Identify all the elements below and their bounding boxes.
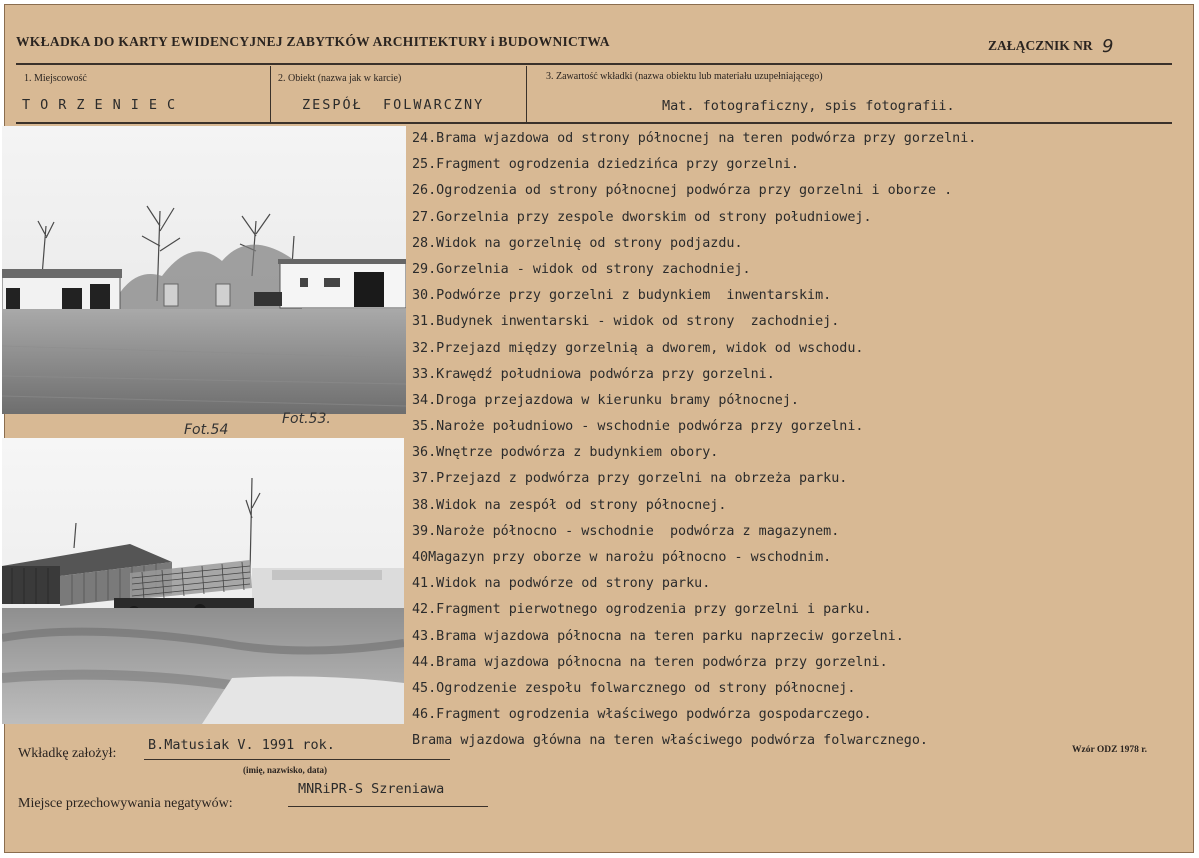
photo-list-item: 40Magazyn przy oborze w narożu północno - wschodnim. xyxy=(412,550,832,565)
photo-list-item: 35.Naroże południowo - wschodnie podwórza przy gorzelni. xyxy=(412,419,864,435)
photo-list-item: 38.Widok na zespół od strony północnej. xyxy=(412,497,727,513)
photo-list-item: 28.Widok na gorzelnię od strony podjazdu. xyxy=(412,235,743,251)
photo-list-item: 43.Brama wjazdowa północna na teren parku naprzeciw gorzelni. xyxy=(412,628,904,644)
photo-list-item: 29.Gorzelnia - widok od strony zachodniej. xyxy=(412,261,751,277)
negatives-value: MNRiPR-S Szreniawa xyxy=(298,781,445,797)
photo-farm-buildings xyxy=(2,126,406,414)
photo-list-item: 27.Gorzelnia przy zespole dworskim od strony południowej. xyxy=(412,209,872,225)
photo-barn-yard xyxy=(2,438,404,724)
photo-list-item: 44.Brama wjazdowa północna na teren podwórza przy gorzelni. xyxy=(412,654,888,670)
photo-list xyxy=(412,126,1182,755)
photo-list-item: 39.Naroże północno - wschodnie podwórza z magazynem. xyxy=(412,523,840,539)
photo-list-item: Brama wjazdowa główna na teren właściwego podwórza folwarcznego. xyxy=(412,733,928,749)
negatives-label: Miejsce przechowywania negatywów: xyxy=(18,796,233,811)
photo-list-item: 30.Podwórze przy gorzelni z budynkiem inwentarskim. xyxy=(412,288,832,304)
card-title: WKŁADKA DO KARTY EWIDENCYJNEJ ZABYTKÓW ARCHITEKTURY i BUDOWNICTWA xyxy=(16,34,610,49)
photo-list-item: 24.Brama wjazdowa od strony północnej na teren podwórza przy gorzelni. xyxy=(412,131,977,146)
form-code: Wzór ODZ 1978 r. xyxy=(1072,745,1147,755)
photo-list-item: 37.Przejazd z podwórza przy gorzelni na obrzeża parku. xyxy=(412,471,848,487)
author-value: B.Matusiak V. 1991 rok. xyxy=(148,737,335,753)
photo-list-item: 25.Fragment ogrodzenia dziedzińca przy gorzelni. xyxy=(412,157,799,173)
header-rule-bottom xyxy=(16,122,1172,124)
photo-list-item: 36.Wnętrze podwórza z budynkiem obory. xyxy=(412,445,719,461)
photo-list-item: 34.Droga przejazdowa w kierunku bramy północnej. xyxy=(412,392,799,408)
photo-list-item: 31.Budynek inwentarski - widok od strony zachodniej. xyxy=(412,314,840,330)
author-underline xyxy=(144,759,450,760)
contents-value: Mat. fotograficzny, spis fotografii. xyxy=(662,98,955,114)
negatives-underline xyxy=(288,806,488,807)
locality-value: TORZENIEC xyxy=(22,97,186,113)
field-divider-2 xyxy=(526,66,527,122)
object-value: ZESPÓŁ FOLWARCZNY xyxy=(302,97,485,113)
author-hint: (imię, nazwisko, data) xyxy=(243,765,327,775)
object-label: 2. Obiekt (nazwa jak w karcie) xyxy=(278,73,402,84)
photo-list-item: 33.Krawędź południowa podwórza przy gorzelni. xyxy=(412,366,775,382)
header-rule-top xyxy=(16,63,1172,65)
photo-list-item: 32.Przejazd między gorzelnią a dworem, widok od wschodu. xyxy=(412,340,864,356)
photo-list-item: 45.Ogrodzenie zespołu folwarcznego od strony północnej. xyxy=(412,680,856,696)
photo-caption-right: Fot.53. xyxy=(282,411,331,427)
attachment-label xyxy=(988,34,1113,55)
field-divider-1 xyxy=(270,66,271,122)
contents-label: 3. Zawartość wkładki (nazwa obiektu lub materiału uzupełniającego) xyxy=(546,71,823,82)
locality-label: 1. Miejscowość xyxy=(24,73,87,84)
photo-list-item: 42.Fragment pierwotnego ogrodzenia przy gorzelni i parku. xyxy=(412,602,872,618)
photo-caption-left: Fot.54 xyxy=(184,422,229,438)
attachment-label-text: ZAŁĄCZNIK NR xyxy=(988,38,1093,53)
author-label: Wkładkę założył: xyxy=(18,746,117,761)
photo-list-item: 41.Widok na podwórze od strony parku. xyxy=(412,576,711,592)
attachment-number: 9 xyxy=(1102,36,1114,57)
photo-list-item: 26.Ogrodzenia od strony północnej podwórza przy gorzelni i oborze . xyxy=(412,183,953,199)
photo-list-item: 46.Fragment ogrodzenia właściwego podwórza gospodarczego. xyxy=(412,707,872,723)
